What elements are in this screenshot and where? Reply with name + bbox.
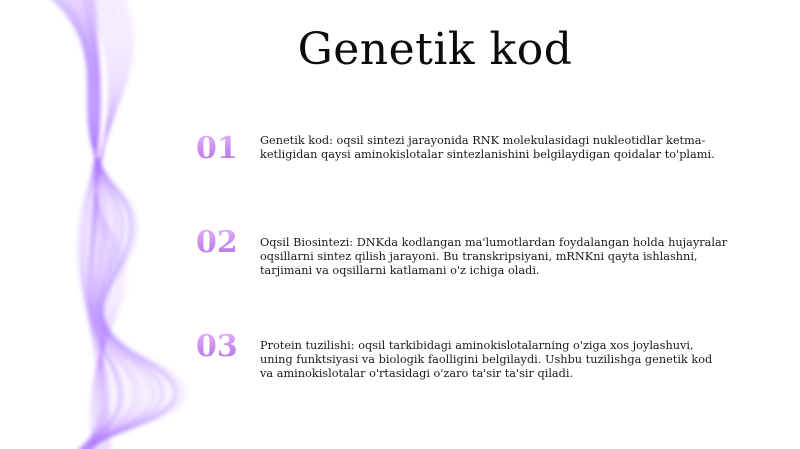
item-text: Oqsil Biosintezi: DNKda kodlangan ma'lumotlardan foydalangan holda hujayralar oqsillarni sintez qilish jarayoni. Bu transkripsiyani, mRNKni qayta ishlashni, tarjimani va oqsillarni katlamani o'z ichiga oladi. <box>260 236 728 277</box>
item-number: 01 <box>196 132 248 166</box>
item-text: Genetik kod: oqsil sintezi jarayonida RNK molekulasidagi nukleotidlar ketma-ketligidan qaysi aminokislotalar sintezlanishini belgilaydigan qoidalar to'plami. <box>260 134 715 161</box>
item-number: 02 <box>196 226 248 260</box>
item-number: 03 <box>196 330 248 364</box>
item-text: Protein tuzilishi: oqsil tarkibidagi aminokislotalarning o'ziga xos joylashuvi, uning funktsiyasi va biologik faolligini belgilaydi. Ushbu tuzilishga genetik kod va aminokislotalar o'rtasidagi o'zaro ta'sir ta'sir qiladi. <box>260 339 713 380</box>
slide-title: Genetik kod <box>297 24 573 75</box>
